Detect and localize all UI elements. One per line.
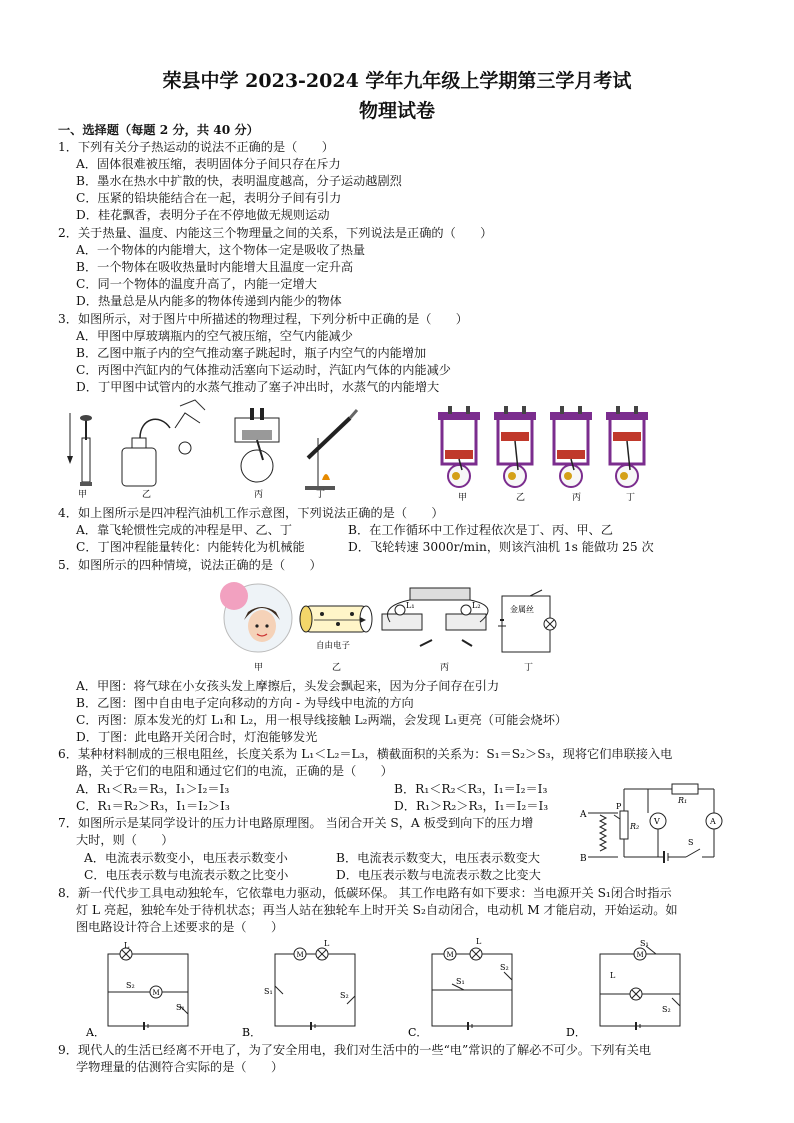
q5-label-jia: 甲 [254,663,264,673]
metal-wire-circuit [498,590,556,652]
b-switch-s2-label: S₂ [340,991,349,1000]
q4-option-a: A．靠飞轮惯性完成的冲程是甲、乙、丁 [76,523,292,537]
ammeter-label: A [710,817,716,826]
d-lamp-l-label: L [610,971,616,980]
q5-stem: 5．如图所示的四种情境，说法正确的是（ ） [58,558,322,572]
stroke-label-bing: 丙 [572,493,582,503]
motor-symbol-label: M [636,951,644,959]
stroke-label-yi: 乙 [516,493,526,503]
q8-stem-line2: 灯 L 亮起，独轮车处于待机状态；再当人站在独轮车上时开关 S₂自动闭合，电动机 M 才能启动，开始运动。如 [76,903,678,917]
q1-option-b: B．墨水在热水中扩散的快，表明温度越高，分子运动越剧烈 [76,174,402,188]
test-tube-illustration [305,410,357,490]
q4-option-b: B．在工作循环中工作过程依次是丁、丙、甲、乙 [348,523,613,537]
q4-engine-strokes-figure [430,404,660,504]
girl-balloon-illustration [220,582,292,652]
q5-label-ding: 丁 [524,663,534,673]
label-free-electron: 自由电子 [316,641,351,651]
b-lamp-l-label: L [324,939,330,948]
fig-label-bing: 丙 [254,490,264,498]
q5-option-a: A．甲图：将气球在小女孩头发上摩擦后，头发会飘起来，因为分子间存在引力 [76,679,500,693]
q5-option-d: D．丁图：此电路开关闭合时，灯泡能够发光 [76,730,318,744]
q5-option-b: B．乙图：图中自由电子定向移动的方向 - 为导线中电流的方向 [76,696,414,710]
slider-p-label: P [616,802,622,811]
q5-figure [210,576,580,674]
stroke-label-jia: 甲 [458,493,468,503]
q8-option-c: C． [408,1026,428,1039]
motor-symbol-label: M [152,989,160,997]
lamp-l1-label: L₁ [406,601,415,610]
q2-option-c: C．同一个物体的温度升高了，内能一定增大 [76,277,317,291]
q5-label-yi: 乙 [332,663,342,673]
q7-stem-line1: 7．如图所示是某同学设计的压力计电路原理图。 当闭合开关 S，A 板受到向下的压力增 [58,816,534,830]
exam-subtitle: 物理试卷 [358,100,435,122]
q3-option-a: A．甲图中厚玻璃瓶内的空气被压缩，空气内能减少 [76,329,353,343]
q6-stem-line2: 路，关于它们的电阻和通过它们的电流，正确的是（ ） [76,764,393,778]
q2-option-a: A．一个物体的内能增大，这个物体一定是吸收了热量 [76,243,366,257]
q1-stem: 1．下列有关分子热运动的说法不正确的是（ ） [58,140,334,154]
q8-circuits-figure [80,936,700,1040]
q5-option-c: C．丙图：原本发光的灯 L₁和 L₂，用一根导线接触 L₂两端，会发现 L₁更亮（可能会烧坏） [76,713,568,727]
d-switch-s1-label: S₁ [640,939,649,948]
section-heading: 一、选择题（每题 2 分，共 40 分） [58,123,259,137]
motor-symbol-label: M [296,951,304,959]
q7-option-a: A．电流表示数变小，电压表示数变小 [84,851,288,865]
label-metal-wire: 金属丝 [510,605,534,614]
q8-option-d: D． [566,1026,586,1039]
a-switch-s2-label: S₂ [126,981,135,990]
q8-option-b: B． [242,1026,262,1039]
c-lamp-l-label: L [476,937,482,946]
engine-cylinder-illustration [235,408,279,482]
q3-figure [60,398,380,498]
q7-option-b: B．电流表示数变大，电压表示数变大 [336,851,540,865]
q2-option-d: D．热量总是从内能多的物体传递到内能少的物体 [76,294,342,308]
q2-stem: 2．关于热量、温度、内能这三个物理量之间的关系，下列说法是正确的（ ） [58,226,493,240]
stroke-label-ding: 丁 [626,493,636,503]
fig-label-ding: 丁 [316,490,326,498]
exam-title: 荣县中学 2023-2024 学年九年级上学期第三学月考试 [162,70,632,92]
voltmeter-label: V [654,817,660,826]
q9-stem-line1: 9．现代人的生活已经离不开电了，为了安全用电，我们对生活中的一些“电”常识的了解必不可少。下列有关电 [58,1043,652,1057]
q1-option-d: D．桂花飘香，表明分子在不停地做无规则运动 [76,208,330,222]
engine-stroke-1 [438,406,480,487]
q6-option-d: D．R₁＞R₂＞R₃，I₁＝I₂＝I₃ [394,799,549,813]
q3-option-d: D．丁甲图中试管内的水蒸气推动了塞子冲出时，水蒸气的内能增大 [76,380,440,394]
q7-option-d: D．电压表示数与电流表示数之比变大 [336,868,541,882]
c-switch-s2-label: S₂ [500,963,509,972]
a-switch-s1-label: S₁ [176,1003,185,1012]
q8-stem-line3: 图电路设计符合上述要求的是（ ） [76,920,284,934]
resistor-r1-label: R₁ [678,796,688,805]
q7-pressure-circuit [578,775,738,867]
q8-option-a: A． [86,1026,105,1039]
switch-s-label: S [688,838,694,847]
series-lamps-illustration [382,588,488,646]
q4-option-d: D．飞轮转速 3000r/min，则该汽油机 1s 能做功 25 次 [348,540,654,554]
q6-option-c: C．R₁＝R₂＞R₃，I₁＝I₂＞I₃ [76,799,230,813]
engine-stroke-2 [494,406,536,487]
q9-stem-line2: 学物理量的估测符合实际的是（ ） [76,1060,284,1074]
motor-symbol-label: M [446,951,454,959]
bottle-illustration [122,400,205,486]
pump-illustration [67,413,92,486]
fig-label-jia: 甲 [78,490,88,498]
q4-option-c: C．丁图冲程能量转化：内能转化为机械能 [76,540,305,554]
q7-stem-line2: 大时，则（ ） [76,833,174,847]
a-lamp-l-label: L [124,941,130,950]
q3-option-c: C．丙图中汽缸内的气体推动活塞向下运动时，汽缸内气体的内能减少 [76,363,451,377]
wire-electrons-illustration [300,606,372,632]
q6-option-b: B．R₁＜R₂＜R₃，I₁＝I₂＝I₃ [394,782,548,796]
q1-option-c: C．压紧的铅块能结合在一起，表明分子间有引力 [76,191,342,205]
c-switch-s1-label: S₁ [456,977,465,986]
engine-stroke-3 [550,406,592,487]
plate-a-label: A [580,810,587,820]
engine-stroke-4 [606,406,648,487]
b-switch-s1-label: S₁ [264,987,273,996]
q8-stem-line1: 8．新一代代步工具电动独轮车，它依靠电力驱动，低碳环保。 其工作电路有如下要求：当电源开关 S₁闭合时指示 [58,886,672,900]
q7-option-c: C．电压表示数与电流表示数之比变小 [84,868,289,882]
lamp-l2-label: L₂ [472,601,481,610]
d-switch-s2-label: S₂ [662,1005,671,1014]
q2-option-b: B．一个物体在吸收热量时内能增大且温度一定升高 [76,260,354,274]
resistor-r2-label: R₂ [630,822,640,831]
plate-b-label: B [580,854,587,864]
fig-label-yi: 乙 [142,490,152,498]
q6-option-a: A．R₁＜R₂＝R₃，I₁＞I₂＝I₃ [76,782,230,796]
q3-option-b: B．乙图中瓶子内的空气推动塞子跳起时，瓶子内空气的内能增加 [76,346,427,360]
q4-stem: 4．如上图所示是四冲程汽油机工作示意图，下列说法正确的是（ ） [58,506,444,520]
balloon-shape [220,582,248,610]
q3-stem: 3．如图所示，对于图片中所描述的物理过程，下列分析中正确的是（ ） [58,312,468,326]
q5-label-bing: 丙 [440,663,450,673]
q6-stem-line1: 6．某种材料制成的三根电阻丝，长度关系为 L₁＜L₂＝L₃，横截面积的关系为：S₁＝S₂＞S₃，现将它们串联接入电 [58,747,673,761]
q1-option-a: A．固体很难被压缩，表明固体分子间只存在斥力 [76,157,341,171]
